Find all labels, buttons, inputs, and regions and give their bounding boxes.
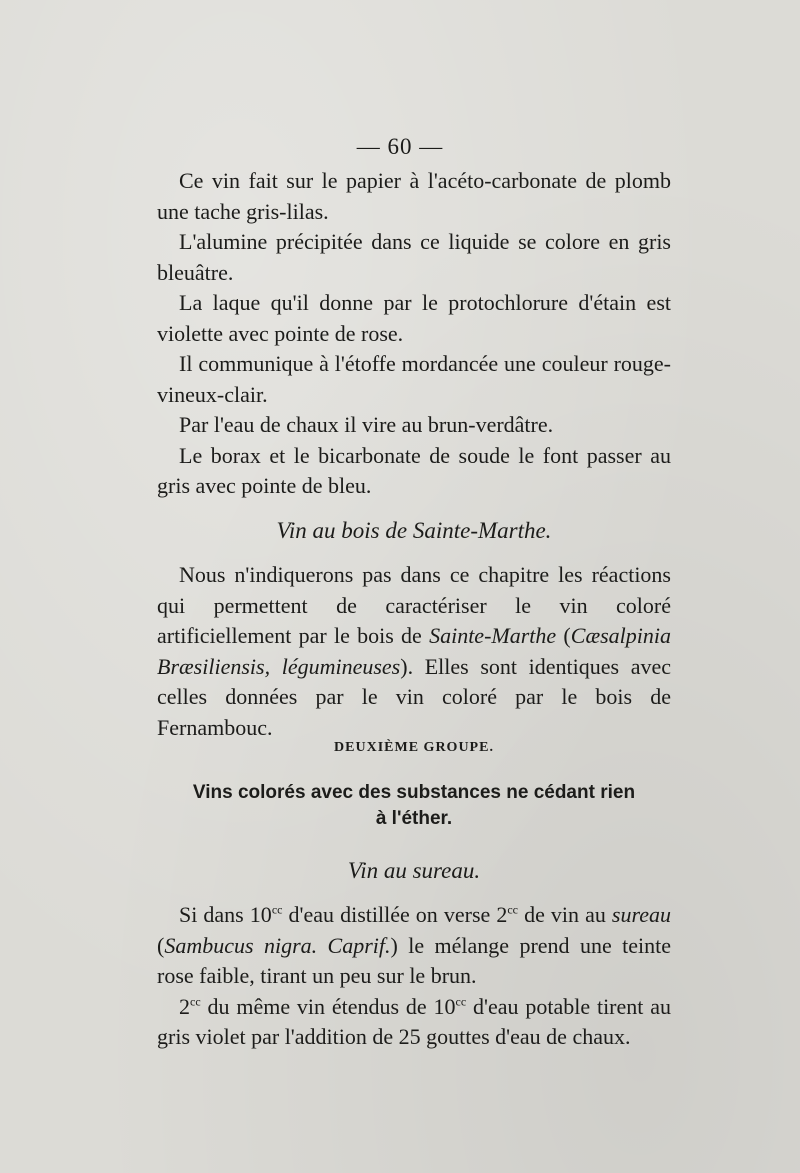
paragraph: L'alumine précipitée dans ce liquide se colore en gris bleuâtre. xyxy=(157,229,671,285)
paragraph: Il communique à l'étoffe mordancée une couleur rouge-vineux-clair. xyxy=(157,351,671,407)
section-title-sainte-marthe: Vin au bois de Sainte-Marthe. xyxy=(276,518,552,543)
group-title: Vins colorés avec des substances ne cédant rien à l'éther. xyxy=(192,782,636,829)
section-title-sureau: Vin au sureau. xyxy=(347,858,481,883)
paragraph: Si dans $10^{cc}$ d'eau distillée on verse $2^{cc}$ de vin au sureau (Sambucus nigra. Caprif.) le mélange prend une teinte rose faible, tirant un peu sur le brun. xyxy=(157,902,671,988)
paragraph: Nous n'indiquerons pas dans ce chapitre les réactions qui permettent de caractériser le vin coloré artificiellement par le bois de Sainte-Marthe (Cæsalpinia Bræsiliensis, légumineuses). Elles sont identiques avec celles données par le vin coloré par le bois de Fernambouc. xyxy=(157,562,672,740)
paragraph: Par l'eau de chaux il vire au brun-verdâtre. xyxy=(179,412,554,437)
paragraph: Le borax et le bicarbonate de soude le font passer au gris avec pointe de bleu. xyxy=(157,442,671,498)
page-number: — 60 — xyxy=(356,134,444,159)
group-label: DEUXIÈME GROUPE. xyxy=(334,740,494,755)
paragraph: $2^{cc}$ du même vin étendus de $10^{cc}$ d'eau potable tirent au gris violet par l'addition de 25 gouttes d'eau de chaux. xyxy=(157,993,671,1049)
paragraph: La laque qu'il donne par le protochlorure d'étain est violette avec pointe de rose. xyxy=(157,290,671,346)
paragraph: Ce vin fait sur le papier à l'acéto-carbonate de plomb une tache gris-lilas. xyxy=(157,168,671,224)
sainte-marthe-text-block xyxy=(157,560,671,743)
sureau-text-block xyxy=(157,900,671,1053)
top-text-block xyxy=(157,166,671,502)
